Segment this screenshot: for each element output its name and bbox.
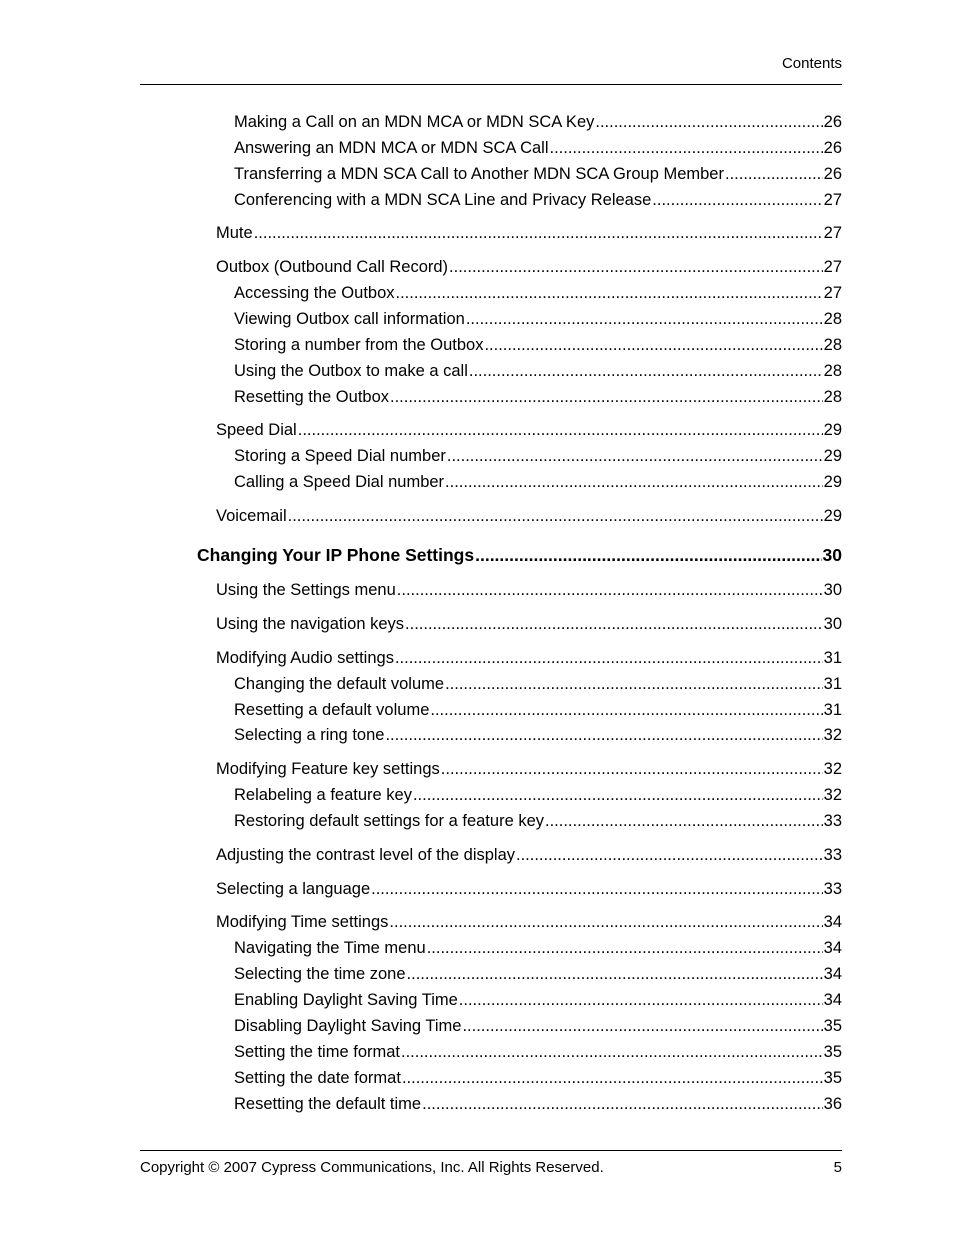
toc-entry-page: 26	[823, 113, 842, 131]
dot-leader	[445, 472, 823, 492]
toc-entry-label: Outbox (Outbound Call Record)	[216, 258, 449, 276]
toc-entry-label: Storing a number from the Outbox	[234, 336, 484, 354]
toc-entry-label: Conferencing with a MDN SCA Line and Privacy Release	[234, 191, 652, 209]
toc-entry-page: 32	[823, 760, 842, 778]
toc-entry-label: Selecting a ring tone	[234, 726, 385, 744]
dot-leader	[427, 938, 823, 958]
dot-leader	[397, 580, 823, 600]
toc-entry-label: Disabling Daylight Saving Time	[234, 1017, 462, 1035]
toc-entry[interactable]	[234, 446, 842, 466]
toc-entry[interactable]	[234, 138, 842, 158]
dot-leader	[389, 912, 822, 932]
toc-entry-page: 33	[823, 812, 842, 830]
toc-entry[interactable]	[234, 964, 842, 984]
toc-entry-page: 34	[823, 939, 842, 957]
toc-entry-label: Selecting a language	[216, 880, 371, 898]
toc-entry-label: Viewing Outbox call information	[234, 310, 465, 328]
toc-entry[interactable]	[216, 580, 842, 600]
dot-leader	[254, 223, 823, 243]
toc-entry-label: Answering an MDN MCA or MDN SCA Call	[234, 139, 549, 157]
toc-entry-page: 30	[823, 615, 842, 633]
dot-leader	[466, 309, 823, 329]
footer-page-number: 5	[833, 1159, 842, 1176]
toc-chapter-page: 30	[822, 545, 842, 565]
toc-entry-label: Modifying Audio settings	[216, 649, 394, 667]
dot-leader	[402, 1068, 823, 1088]
dot-leader	[484, 335, 822, 355]
toc-entry-label: Selecting the time zone	[234, 965, 406, 983]
toc-entry[interactable]	[216, 223, 842, 243]
toc-chapter-entry[interactable]	[197, 545, 842, 565]
toc-entry-page: 27	[823, 224, 842, 242]
toc-entry-label: Storing a Speed Dial number	[234, 447, 446, 465]
toc-entry-label: Voicemail	[216, 507, 287, 525]
dot-leader	[545, 811, 823, 831]
toc-entry[interactable]	[234, 190, 842, 210]
toc-entry[interactable]	[216, 614, 842, 634]
toc-entry[interactable]	[234, 1068, 842, 1088]
dot-leader	[550, 138, 823, 158]
toc-entry-label: Setting the time format	[234, 1043, 400, 1061]
dot-leader	[422, 1094, 823, 1114]
dot-leader	[469, 361, 823, 381]
toc-entry[interactable]	[234, 725, 842, 745]
dot-leader	[396, 283, 823, 303]
toc-entry-page: 27	[823, 284, 842, 302]
toc-entry[interactable]	[216, 759, 842, 779]
dot-leader	[413, 785, 823, 805]
footer-divider	[140, 1150, 842, 1151]
toc-entry-label: Resetting the default time	[234, 1095, 422, 1113]
running-header: Contents	[781, 55, 842, 72]
dot-leader	[390, 387, 823, 407]
dot-leader	[395, 648, 823, 668]
toc-entry[interactable]	[216, 845, 842, 865]
toc-entry[interactable]	[216, 420, 842, 440]
toc-entry-page: 31	[823, 675, 842, 693]
dot-leader	[725, 164, 823, 184]
toc-entry-label: Using the Outbox to make a call	[234, 362, 468, 380]
toc-entry-label: Adjusting the contrast level of the display	[216, 846, 516, 864]
dot-leader	[371, 879, 823, 899]
dot-leader	[441, 759, 823, 779]
dot-leader	[401, 1042, 823, 1062]
toc-entry-page: 27	[823, 258, 842, 276]
dot-leader	[430, 700, 822, 720]
dot-leader	[475, 545, 821, 565]
toc-entry-page: 35	[823, 1069, 842, 1087]
dot-leader	[462, 1016, 822, 1036]
dot-leader	[449, 257, 823, 277]
toc-entry-label: Relabeling a feature key	[234, 786, 412, 804]
toc-entry[interactable]	[234, 1016, 842, 1036]
toc-entry-label: Changing the default volume	[234, 675, 445, 693]
toc-entry-label: Resetting the Outbox	[234, 388, 390, 406]
toc-entry-page: 36	[823, 1095, 842, 1113]
toc-entry-page: 28	[823, 388, 842, 406]
dot-leader	[595, 112, 822, 132]
toc-entry-page: 29	[823, 447, 842, 465]
toc-entry-label: Resetting a default volume	[234, 701, 430, 719]
toc-entry-page: 26	[823, 139, 842, 157]
dot-leader	[445, 674, 823, 694]
toc-entry-page: 26	[823, 165, 842, 183]
toc-entry-label: Accessing the Outbox	[234, 284, 395, 302]
toc-entry[interactable]	[234, 1042, 842, 1062]
toc-entry-label: Calling a Speed Dial number	[234, 473, 445, 491]
toc-entry-page: 32	[823, 786, 842, 804]
toc-entry-page: 29	[823, 473, 842, 491]
toc-entry-page: 34	[823, 965, 842, 983]
toc-entry-page: 29	[823, 421, 842, 439]
footer-copyright: Copyright © 2007 Cypress Communications, Inc. All Rights Reserved.	[140, 1159, 604, 1176]
toc-entry[interactable]	[216, 257, 842, 277]
toc-entry[interactable]	[234, 811, 842, 831]
toc-entry[interactable]	[234, 112, 842, 132]
dot-leader	[298, 420, 823, 440]
toc-entry[interactable]	[234, 674, 842, 694]
toc-entry[interactable]	[234, 309, 842, 329]
toc-entry-page: 35	[823, 1017, 842, 1035]
dot-leader	[459, 990, 823, 1010]
toc-entry-label: Mute	[216, 224, 253, 242]
toc-entry[interactable]	[234, 700, 842, 720]
toc-entry[interactable]	[234, 472, 842, 492]
toc-entry-label: Modifying Feature key settings	[216, 760, 440, 778]
toc-entry-label: Setting the date format	[234, 1069, 401, 1087]
dot-leader	[407, 964, 823, 984]
toc-entry-label: Modifying Time settings	[216, 913, 389, 931]
toc-entry-page: 31	[823, 701, 842, 719]
toc-entry-page: 28	[823, 362, 842, 380]
toc-chapter-label: Changing Your IP Phone Settings	[197, 545, 475, 565]
dot-leader	[652, 190, 822, 210]
toc-entry[interactable]	[234, 1094, 842, 1114]
toc-entry-label: Transferring a MDN SCA Call to Another MDN SCA Group Member	[234, 165, 724, 183]
toc-entry[interactable]	[234, 361, 842, 381]
toc-entry-page: 30	[823, 581, 842, 599]
toc-entry[interactable]	[234, 990, 842, 1010]
dot-leader	[405, 614, 823, 634]
toc-entry-page: 28	[823, 310, 842, 328]
toc-entry-page: 32	[823, 726, 842, 744]
toc-entry[interactable]	[234, 164, 842, 184]
toc-entry-page: 28	[823, 336, 842, 354]
toc-entry-label: Using the Settings menu	[216, 581, 396, 599]
toc-entry[interactable]	[234, 938, 842, 958]
toc-entry[interactable]	[234, 387, 842, 407]
toc-entry-label: Using the navigation keys	[216, 615, 405, 633]
toc-entry-page: 35	[823, 1043, 842, 1061]
toc-entry[interactable]	[216, 879, 842, 899]
toc-entry[interactable]	[234, 785, 842, 805]
toc-entry[interactable]	[216, 648, 842, 668]
toc-entry-page: 34	[823, 913, 842, 931]
dot-leader	[516, 845, 823, 865]
toc-entry-page: 34	[823, 991, 842, 1009]
dot-leader	[385, 725, 822, 745]
dot-leader	[288, 506, 823, 526]
toc-entry-page: 31	[823, 649, 842, 667]
toc-entry-page: 33	[823, 846, 842, 864]
toc-entry-label: Restoring default settings for a feature key	[234, 812, 545, 830]
dot-leader	[447, 446, 823, 466]
toc-entry-page: 27	[823, 191, 842, 209]
toc-entry[interactable]	[234, 335, 842, 355]
toc-entry[interactable]	[216, 912, 842, 932]
toc-entry-label: Enabling Daylight Saving Time	[234, 991, 458, 1009]
toc-entry[interactable]	[216, 506, 842, 526]
toc-entry-label: Speed Dial	[216, 421, 297, 439]
toc-entry-label: Navigating the Time menu	[234, 939, 426, 957]
toc-entry-page: 33	[823, 880, 842, 898]
toc-entry-page: 29	[823, 507, 842, 525]
toc-entry[interactable]	[234, 283, 842, 303]
toc-entry-label: Making a Call on an MDN MCA or MDN SCA Key	[234, 113, 595, 131]
header-divider	[140, 84, 842, 85]
